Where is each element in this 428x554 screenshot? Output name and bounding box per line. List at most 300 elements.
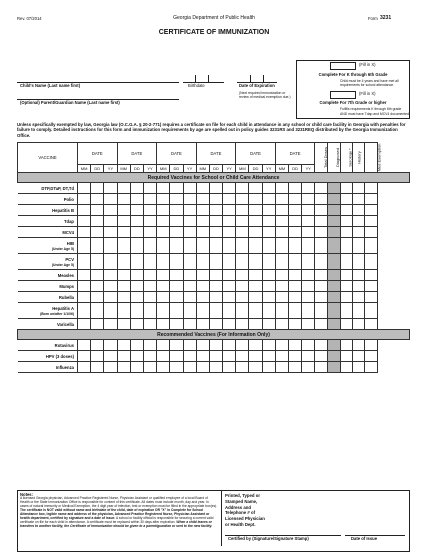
date-entry-cell[interactable] [196,194,209,205]
date-entry-cell[interactable] [249,194,262,205]
status-cell[interactable] [365,183,378,194]
date-entry-cell[interactable] [78,340,91,351]
status-cell[interactable] [353,205,365,216]
date-entry-cell[interactable] [249,238,262,254]
date-entry-cell[interactable] [289,194,302,205]
date-entry-cell[interactable] [275,303,288,319]
status-cell[interactable] [341,254,353,270]
date-entry-cell[interactable] [236,194,249,205]
date-entry-cell[interactable] [196,319,209,330]
date-entry-cell[interactable] [143,340,156,351]
date-entry-cell[interactable] [275,205,288,216]
date-entry-cell[interactable] [249,303,262,319]
date-entry-cell[interactable] [157,194,170,205]
date-entry-cell[interactable] [130,205,143,216]
date-entry-cell[interactable] [130,227,143,238]
date-entry-cell[interactable] [104,183,117,194]
date-entry-cell[interactable] [275,319,288,330]
date-entry-cell[interactable] [289,254,302,270]
status-cell[interactable] [315,319,328,330]
status-cell[interactable] [341,292,353,303]
date-entry-cell[interactable] [170,303,183,319]
date-entry-cell[interactable] [117,216,130,227]
date-entry-cell[interactable] [262,194,275,205]
date-entry-cell[interactable] [289,340,302,351]
date-entry-cell[interactable] [104,281,117,292]
date-entry-cell[interactable] [183,292,196,303]
status-cell[interactable] [365,281,378,292]
status-cell[interactable] [365,238,378,254]
status-cell[interactable] [365,205,378,216]
status-cell[interactable] [315,270,328,281]
date-entry-cell[interactable] [170,205,183,216]
status-cell[interactable] [315,238,328,254]
date-entry-cell[interactable] [223,227,236,238]
date-entry-cell[interactable] [117,238,130,254]
date-entry-cell[interactable] [117,362,130,373]
status-cell[interactable] [315,292,328,303]
date-entry-cell[interactable] [289,216,302,227]
date-entry-cell[interactable] [91,303,104,319]
date-entry-cell[interactable] [78,183,91,194]
status-cell[interactable] [341,270,353,281]
date-entry-cell[interactable] [130,183,143,194]
date-entry-cell[interactable] [223,340,236,351]
status-cell[interactable] [341,362,353,373]
date-entry-cell[interactable] [236,281,249,292]
date-entry-cell[interactable] [91,254,104,270]
date-entry-cell[interactable] [262,319,275,330]
date-entry-cell[interactable] [183,270,196,281]
date-entry-cell[interactable] [183,205,196,216]
status-cell[interactable] [341,351,353,362]
status-cell[interactable] [365,303,378,319]
status-cell[interactable] [365,270,378,281]
date-entry-cell[interactable] [196,292,209,303]
date-entry-cell[interactable] [209,238,222,254]
date-entry-cell[interactable] [104,227,117,238]
date-entry-cell[interactable] [289,270,302,281]
date-entry-cell[interactable] [209,183,222,194]
date-entry-cell[interactable] [170,362,183,373]
date-entry-cell[interactable] [143,319,156,330]
status-cell[interactable] [365,194,378,205]
date-entry-cell[interactable] [209,216,222,227]
status-cell[interactable] [328,183,341,194]
date-entry-cell[interactable] [236,340,249,351]
status-cell[interactable] [353,362,365,373]
date-entry-cell[interactable] [117,292,130,303]
date-entry-cell[interactable] [183,183,196,194]
date-entry-cell[interactable] [183,319,196,330]
date-entry-cell[interactable] [78,319,91,330]
date-entry-cell[interactable] [302,227,315,238]
date-entry-cell[interactable] [262,238,275,254]
date-entry-cell[interactable] [117,340,130,351]
date-entry-cell[interactable] [104,340,117,351]
date-entry-cell[interactable] [236,238,249,254]
date-entry-cell[interactable] [249,254,262,270]
date-entry-cell[interactable] [170,340,183,351]
date-entry-cell[interactable] [157,227,170,238]
status-cell[interactable] [365,292,378,303]
date-entry-cell[interactable] [249,216,262,227]
date-entry-cell[interactable] [275,351,288,362]
date-entry-cell[interactable] [275,238,288,254]
date-entry-cell[interactable] [209,227,222,238]
date-entry-cell[interactable] [196,227,209,238]
date-entry-cell[interactable] [157,270,170,281]
date-entry-cell[interactable] [196,270,209,281]
date-entry-cell[interactable] [275,227,288,238]
date-entry-cell[interactable] [236,205,249,216]
date-entry-cell[interactable] [130,351,143,362]
7th-fill-box[interactable] [330,91,356,99]
date-entry-cell[interactable] [209,340,222,351]
status-cell[interactable] [315,351,328,362]
date-entry-cell[interactable] [170,292,183,303]
status-cell[interactable] [353,254,365,270]
date-entry-cell[interactable] [183,227,196,238]
date-entry-cell[interactable] [262,254,275,270]
status-cell[interactable] [328,281,341,292]
provider-stamp-area[interactable] [272,492,408,530]
date-entry-cell[interactable] [302,183,315,194]
date-entry-cell[interactable] [78,216,91,227]
status-cell[interactable] [328,351,341,362]
date-entry-cell[interactable] [262,281,275,292]
date-entry-cell[interactable] [183,303,196,319]
date-entry-cell[interactable] [289,362,302,373]
date-entry-cell[interactable] [78,194,91,205]
date-entry-cell[interactable] [289,351,302,362]
status-cell[interactable] [353,227,365,238]
date-entry-cell[interactable] [236,270,249,281]
status-cell[interactable] [341,281,353,292]
date-entry-cell[interactable] [170,351,183,362]
status-cell[interactable] [315,205,328,216]
date-entry-cell[interactable] [130,340,143,351]
date-entry-cell[interactable] [183,340,196,351]
date-entry-cell[interactable] [104,319,117,330]
status-cell[interactable] [328,319,341,330]
date-entry-cell[interactable] [78,227,91,238]
date-entry-cell[interactable] [104,362,117,373]
date-entry-cell[interactable] [170,319,183,330]
status-cell[interactable] [353,183,365,194]
date-entry-cell[interactable] [262,227,275,238]
date-entry-cell[interactable] [157,319,170,330]
date-entry-cell[interactable] [196,281,209,292]
date-entry-cell[interactable] [223,319,236,330]
date-entry-cell[interactable] [275,183,288,194]
date-entry-cell[interactable] [183,351,196,362]
status-cell[interactable] [341,227,353,238]
status-cell[interactable] [315,281,328,292]
date-entry-cell[interactable] [170,194,183,205]
date-entry-cell[interactable] [223,270,236,281]
date-entry-cell[interactable] [209,303,222,319]
status-cell[interactable] [353,270,365,281]
date-entry-cell[interactable] [249,227,262,238]
date-entry-cell[interactable] [143,183,156,194]
date-entry-cell[interactable] [130,238,143,254]
date-entry-cell[interactable] [170,227,183,238]
date-entry-cell[interactable] [78,303,91,319]
date-entry-cell[interactable] [143,205,156,216]
date-entry-cell[interactable] [170,281,183,292]
status-cell[interactable] [315,216,328,227]
date-entry-cell[interactable] [262,351,275,362]
date-entry-cell[interactable] [91,351,104,362]
date-entry-cell[interactable] [196,216,209,227]
date-entry-cell[interactable] [302,319,315,330]
date-entry-cell[interactable] [91,340,104,351]
date-entry-cell[interactable] [262,216,275,227]
date-entry-cell[interactable] [249,351,262,362]
date-entry-cell[interactable] [130,281,143,292]
status-cell[interactable] [353,351,365,362]
status-cell[interactable] [341,319,353,330]
status-cell[interactable] [341,340,353,351]
date-entry-cell[interactable] [157,216,170,227]
date-entry-cell[interactable] [143,216,156,227]
date-entry-cell[interactable] [209,194,222,205]
status-cell[interactable] [328,238,341,254]
date-entry-cell[interactable] [196,205,209,216]
date-entry-cell[interactable] [302,205,315,216]
date-entry-cell[interactable] [249,362,262,373]
date-entry-cell[interactable] [91,238,104,254]
date-entry-cell[interactable] [209,292,222,303]
date-entry-cell[interactable] [262,340,275,351]
date-entry-cell[interactable] [91,270,104,281]
date-entry-cell[interactable] [275,292,288,303]
status-cell[interactable] [341,216,353,227]
date-entry-cell[interactable] [223,292,236,303]
date-entry-cell[interactable] [143,194,156,205]
date-entry-cell[interactable] [209,362,222,373]
status-cell[interactable] [315,340,328,351]
date-entry-cell[interactable] [209,351,222,362]
date-entry-cell[interactable] [130,319,143,330]
date-entry-cell[interactable] [91,319,104,330]
date-entry-cell[interactable] [157,254,170,270]
date-entry-cell[interactable] [157,303,170,319]
status-cell[interactable] [328,227,341,238]
date-entry-cell[interactable] [157,238,170,254]
date-entry-cell[interactable] [183,238,196,254]
date-entry-cell[interactable] [249,281,262,292]
date-entry-cell[interactable] [289,319,302,330]
date-entry-cell[interactable] [262,183,275,194]
date-entry-cell[interactable] [130,362,143,373]
status-cell[interactable] [341,194,353,205]
date-entry-cell[interactable] [196,351,209,362]
status-cell[interactable] [353,319,365,330]
date-entry-cell[interactable] [104,194,117,205]
status-cell[interactable] [341,205,353,216]
date-entry-cell[interactable] [209,319,222,330]
date-entry-cell[interactable] [183,362,196,373]
date-entry-cell[interactable] [78,351,91,362]
date-entry-cell[interactable] [196,238,209,254]
date-entry-cell[interactable] [170,270,183,281]
date-entry-cell[interactable] [236,319,249,330]
date-entry-cell[interactable] [117,254,130,270]
date-entry-cell[interactable] [157,340,170,351]
status-cell[interactable] [365,319,378,330]
date-entry-cell[interactable] [289,205,302,216]
date-entry-cell[interactable] [130,216,143,227]
date-entry-cell[interactable] [223,216,236,227]
status-cell[interactable] [328,292,341,303]
date-entry-cell[interactable] [117,281,130,292]
status-cell[interactable] [353,303,365,319]
date-entry-cell[interactable] [78,254,91,270]
status-cell[interactable] [328,205,341,216]
date-entry-cell[interactable] [236,216,249,227]
date-entry-cell[interactable] [170,183,183,194]
date-entry-cell[interactable] [170,238,183,254]
status-cell[interactable] [328,340,341,351]
date-entry-cell[interactable] [143,292,156,303]
date-entry-cell[interactable] [289,227,302,238]
status-cell[interactable] [353,292,365,303]
date-entry-cell[interactable] [183,254,196,270]
date-entry-cell[interactable] [275,270,288,281]
date-entry-cell[interactable] [157,362,170,373]
date-entry-cell[interactable] [117,270,130,281]
date-entry-cell[interactable] [104,351,117,362]
status-cell[interactable] [365,254,378,270]
date-entry-cell[interactable] [143,362,156,373]
date-entry-cell[interactable] [117,205,130,216]
date-entry-cell[interactable] [78,238,91,254]
status-cell[interactable] [315,254,328,270]
date-entry-cell[interactable] [275,216,288,227]
status-cell[interactable] [328,216,341,227]
status-cell[interactable] [328,254,341,270]
date-entry-cell[interactable] [209,254,222,270]
status-cell[interactable] [315,303,328,319]
status-cell[interactable] [353,238,365,254]
k-6-fill-box[interactable] [330,62,356,70]
status-cell[interactable] [315,194,328,205]
date-entry-cell[interactable] [91,281,104,292]
date-entry-cell[interactable] [223,303,236,319]
status-cell[interactable] [365,351,378,362]
date-entry-cell[interactable] [249,270,262,281]
date-entry-cell[interactable] [223,281,236,292]
date-entry-cell[interactable] [183,281,196,292]
status-cell[interactable] [315,362,328,373]
status-cell[interactable] [315,227,328,238]
date-entry-cell[interactable] [236,303,249,319]
date-entry-cell[interactable] [302,254,315,270]
date-entry-cell[interactable] [236,227,249,238]
status-cell[interactable] [353,216,365,227]
status-cell[interactable] [365,216,378,227]
date-entry-cell[interactable] [223,183,236,194]
date-entry-cell[interactable] [117,319,130,330]
date-entry-cell[interactable] [302,270,315,281]
status-cell[interactable] [365,362,378,373]
date-entry-cell[interactable] [117,227,130,238]
status-cell[interactable] [328,194,341,205]
date-entry-cell[interactable] [143,254,156,270]
date-entry-cell[interactable] [104,216,117,227]
date-entry-cell[interactable] [262,205,275,216]
date-entry-cell[interactable] [170,216,183,227]
date-entry-cell[interactable] [143,270,156,281]
date-entry-cell[interactable] [157,292,170,303]
date-entry-cell[interactable] [236,292,249,303]
date-entry-cell[interactable] [236,254,249,270]
date-entry-cell[interactable] [249,183,262,194]
date-entry-cell[interactable] [196,362,209,373]
date-entry-cell[interactable] [78,292,91,303]
date-entry-cell[interactable] [302,362,315,373]
date-entry-cell[interactable] [262,362,275,373]
date-entry-cell[interactable] [91,194,104,205]
date-entry-cell[interactable] [78,205,91,216]
date-entry-cell[interactable] [157,281,170,292]
date-entry-cell[interactable] [302,281,315,292]
date-entry-cell[interactable] [143,227,156,238]
date-entry-cell[interactable] [289,238,302,254]
date-entry-cell[interactable] [91,216,104,227]
date-entry-cell[interactable] [209,205,222,216]
date-entry-cell[interactable] [104,303,117,319]
date-entry-cell[interactable] [223,351,236,362]
date-entry-cell[interactable] [117,351,130,362]
date-entry-cell[interactable] [302,292,315,303]
date-entry-cell[interactable] [143,238,156,254]
date-entry-cell[interactable] [157,205,170,216]
status-cell[interactable] [315,183,328,194]
date-entry-cell[interactable] [157,183,170,194]
date-entry-cell[interactable] [78,362,91,373]
date-entry-cell[interactable] [104,270,117,281]
date-entry-cell[interactable] [104,292,117,303]
date-entry-cell[interactable] [196,340,209,351]
date-entry-cell[interactable] [117,194,130,205]
status-cell[interactable] [328,303,341,319]
date-entry-cell[interactable] [91,205,104,216]
date-entry-cell[interactable] [223,205,236,216]
date-entry-cell[interactable] [302,303,315,319]
date-entry-cell[interactable] [262,303,275,319]
date-entry-cell[interactable] [302,216,315,227]
date-entry-cell[interactable] [236,183,249,194]
date-entry-cell[interactable] [196,183,209,194]
date-entry-cell[interactable] [302,351,315,362]
date-entry-cell[interactable] [78,281,91,292]
date-entry-cell[interactable] [289,292,302,303]
date-entry-cell[interactable] [223,254,236,270]
date-entry-cell[interactable] [104,205,117,216]
date-entry-cell[interactable] [249,340,262,351]
date-entry-cell[interactable] [130,303,143,319]
status-cell[interactable] [341,303,353,319]
date-entry-cell[interactable] [104,254,117,270]
date-entry-cell[interactable] [262,292,275,303]
date-entry-cell[interactable] [143,303,156,319]
date-entry-cell[interactable] [223,194,236,205]
date-entry-cell[interactable] [223,238,236,254]
date-entry-cell[interactable] [275,362,288,373]
